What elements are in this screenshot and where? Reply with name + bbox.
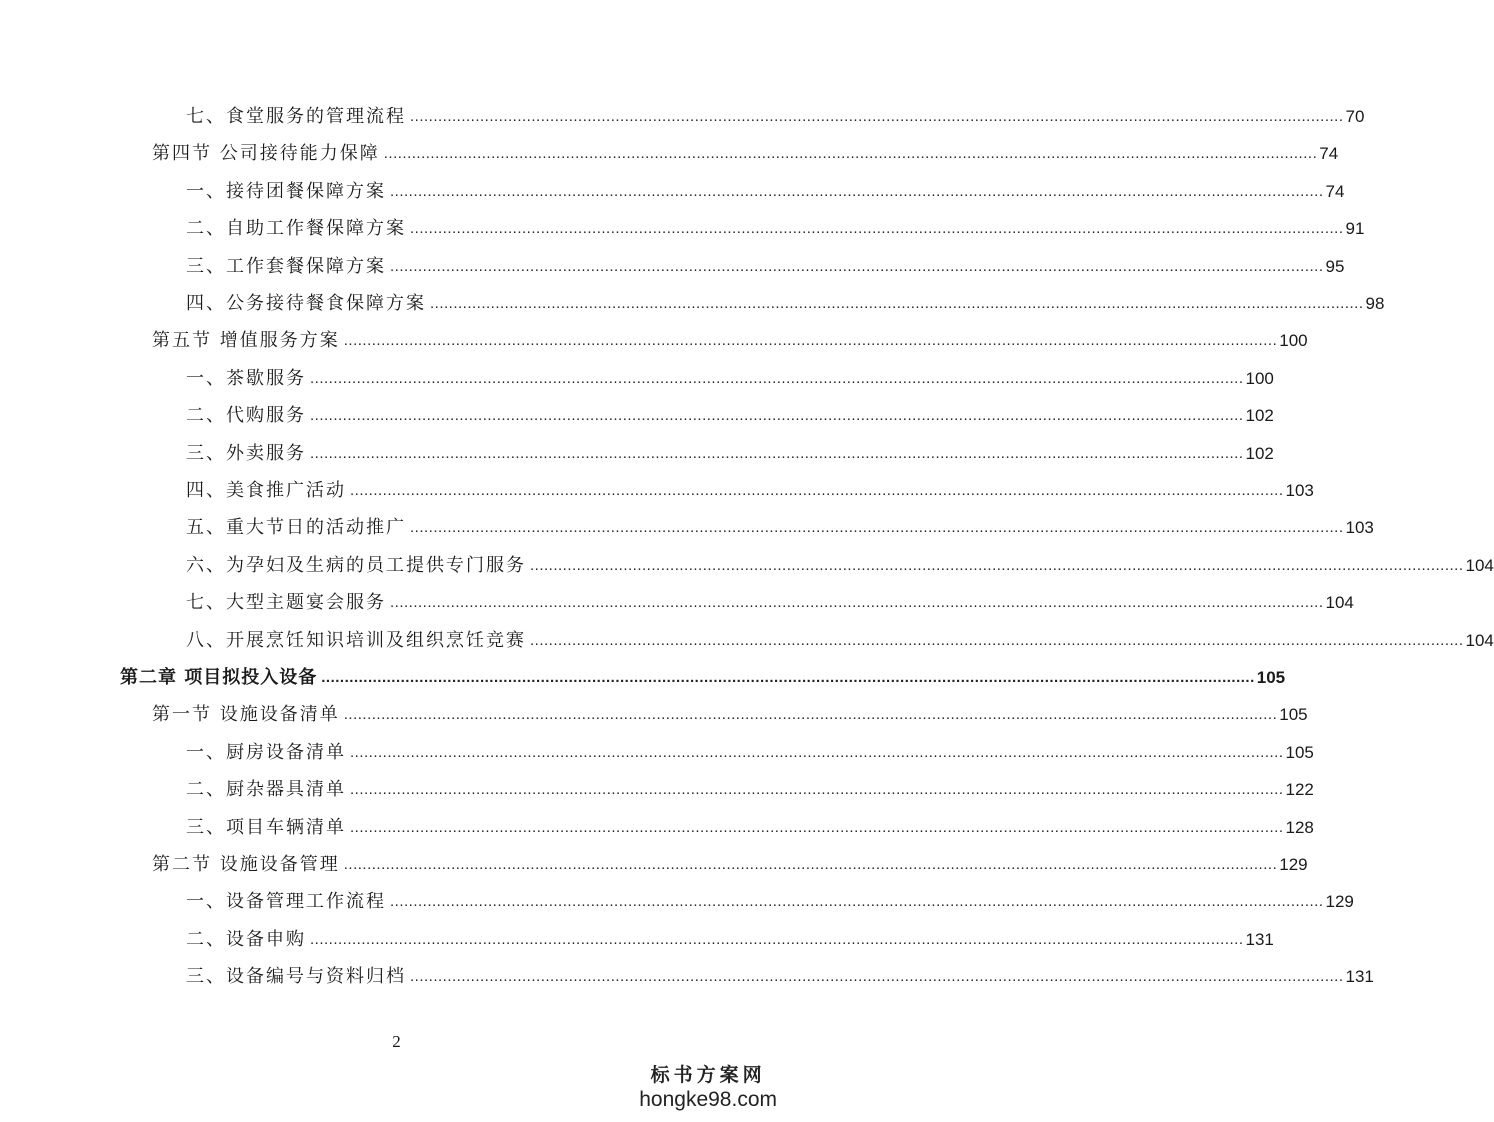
watermark xyxy=(639,1062,777,1112)
toc-entry-page: 70 xyxy=(1345,107,1365,126)
toc-entry-label: 第二节 设施设备管理 xyxy=(152,854,340,875)
toc-entry-page: 129 xyxy=(1279,855,1308,874)
toc-entry-page: 74 xyxy=(1319,144,1339,164)
toc-leader-dots: ........................................................................................................................................................................................................ xyxy=(321,669,1255,686)
toc-entry-label: 三、设备编号与资料归档 xyxy=(186,966,406,988)
toc-entry-page: 91 xyxy=(1345,219,1365,239)
toc-entry-page: 129 xyxy=(1325,892,1354,912)
toc-entry-page: 131 xyxy=(1245,929,1274,949)
toc-leader-dots: ........................................................................................................................................................................................................ xyxy=(530,631,1464,649)
toc-leader-dots: ........................................................................................................................................................................................................ xyxy=(410,519,1344,537)
toc-entry-page: 98 xyxy=(1365,294,1385,313)
toc-entry-label: 第二章 项目拟投入设备 xyxy=(120,667,318,688)
toc-entry[interactable] xyxy=(186,815,1314,841)
toc-leader-dots: ........................................................................................................................................................................................................ xyxy=(410,220,1344,238)
toc-entry[interactable] xyxy=(186,553,1494,579)
toc-entry[interactable] xyxy=(186,964,1374,990)
toc-entry-label: 七、大型主题宴会服务 xyxy=(186,592,386,614)
toc-entry-label: 第五节 增值服务方案 xyxy=(152,330,340,352)
toc-entry-page: 100 xyxy=(1279,331,1308,351)
toc-entry-label: 一、厨房设备清单 xyxy=(186,741,346,763)
toc-leader-dots: ........................................................................................................................................................................................................ xyxy=(343,856,1278,873)
watermark-title: 标书方案网 xyxy=(650,1064,766,1086)
toc-leader-dots: ........................................................................................................................................................................................................ xyxy=(410,968,1344,986)
toc-entry-page: 95 xyxy=(1325,256,1345,276)
toc-entry-label: 二、设备申购 xyxy=(186,928,306,950)
toc-entry-page: 102 xyxy=(1245,443,1274,463)
toc-entry-page: 105 xyxy=(1285,742,1314,762)
toc-entry-label: 七、食堂服务的管理流程 xyxy=(186,106,406,127)
toc-entry-page: 103 xyxy=(1285,481,1314,500)
toc-entry[interactable] xyxy=(120,665,1286,691)
toc-entry[interactable] xyxy=(186,927,1274,953)
watermark-url: hongke98.com xyxy=(639,1088,777,1111)
toc-entry[interactable] xyxy=(152,141,1339,167)
toc-leader-dots: ........................................................................................................................................................................................................ xyxy=(350,743,1284,761)
toc-entry-page: 128 xyxy=(1285,817,1314,837)
toc-entry[interactable] xyxy=(186,441,1274,467)
toc-leader-dots: ........................................................................................................................................................................................................ xyxy=(390,182,1324,200)
toc-leader-dots: ........................................................................................................................................................................................................ xyxy=(430,295,1364,312)
toc-leader-dots: ........................................................................................................................................................................................................ xyxy=(390,893,1324,911)
toc-entry-label: 第四节 公司接待能力保障 xyxy=(152,143,380,165)
toc-entry-page: 102 xyxy=(1245,406,1274,426)
page-number: 2 xyxy=(392,1032,401,1051)
toc-entry-page: 104 xyxy=(1465,555,1494,575)
toc-leader-dots: ........................................................................................................................................................................................................ xyxy=(390,594,1324,612)
toc-entry-page: 103 xyxy=(1345,518,1374,538)
toc-leader-dots: ........................................................................................................................................................................................................ xyxy=(410,108,1344,125)
toc-entry-label: 三、项目车辆清单 xyxy=(186,816,346,838)
toc-entry[interactable] xyxy=(186,515,1374,541)
toc-entry[interactable] xyxy=(186,889,1354,915)
toc-entry-label: 二、厨杂器具清单 xyxy=(186,779,346,801)
toc-entry-page: 122 xyxy=(1285,780,1314,800)
toc-entry-label: 四、公务接待餐食保障方案 xyxy=(186,293,426,314)
toc-leader-dots: ........................................................................................................................................................................................................ xyxy=(310,444,1244,462)
toc-entry[interactable] xyxy=(186,740,1314,766)
toc-entry[interactable] xyxy=(186,777,1314,803)
toc-entry-label: 八、开展烹饪知识培训及组织烹饪竞赛 xyxy=(186,629,526,651)
toc-entry[interactable] xyxy=(152,328,1308,354)
toc-entry-page: 74 xyxy=(1325,181,1345,201)
toc-entry[interactable] xyxy=(186,590,1354,616)
toc-leader-dots: ........................................................................................................................................................................................................ xyxy=(390,257,1324,275)
toc-entry[interactable] xyxy=(186,254,1345,280)
toc-entry-label: 六、为孕妇及生病的员工提供专门服务 xyxy=(186,554,526,576)
toc-entry-page: 104 xyxy=(1465,630,1494,650)
toc-leader-dots: ........................................................................................................................................................................................................ xyxy=(310,407,1244,425)
toc-entry[interactable] xyxy=(186,216,1365,242)
toc-entry[interactable] xyxy=(186,366,1274,392)
toc-entry[interactable] xyxy=(186,478,1314,504)
toc-entry[interactable] xyxy=(186,291,1385,317)
toc-entry[interactable] xyxy=(152,702,1308,728)
toc-leader-dots: ........................................................................................................................................................................................................ xyxy=(350,781,1284,799)
toc-leader-dots: ........................................................................................................................................................................................................ xyxy=(530,556,1464,574)
toc-entry[interactable] xyxy=(186,628,1494,654)
toc-entry[interactable] xyxy=(152,852,1308,878)
toc-entry-label: 五、重大节日的活动推广 xyxy=(186,517,406,539)
toc-entry[interactable] xyxy=(186,179,1345,205)
toc-leader-dots: ........................................................................................................................................................................................................ xyxy=(310,930,1244,948)
toc-leader-dots: ........................................................................................................................................................................................................ xyxy=(383,145,1318,163)
toc-leader-dots: ........................................................................................................................................................................................................ xyxy=(350,818,1284,836)
toc-entry[interactable] xyxy=(186,104,1365,130)
toc-entry-label: 三、外卖服务 xyxy=(186,442,306,464)
toc-leader-dots: ........................................................................................................................................................................................................ xyxy=(350,482,1284,499)
toc-entry-page: 100 xyxy=(1245,368,1274,388)
toc-entry-page: 105 xyxy=(1256,668,1286,687)
toc-leader-dots: ........................................................................................................................................................................................................ xyxy=(343,332,1278,350)
toc-entry-label: 四、美食推广活动 xyxy=(186,480,346,501)
toc-leader-dots: ........................................................................................................................................................................................................ xyxy=(343,706,1278,724)
toc-entry-label: 二、代购服务 xyxy=(186,405,306,427)
toc-entry[interactable] xyxy=(186,403,1274,429)
toc-entry-label: 第一节 设施设备清单 xyxy=(152,704,340,726)
toc-leader-dots: ........................................................................................................................................................................................................ xyxy=(310,369,1244,387)
toc-entry-page: 105 xyxy=(1279,705,1308,725)
toc-entry-label: 二、自助工作餐保障方案 xyxy=(186,218,406,240)
toc-entry-label: 三、工作套餐保障方案 xyxy=(186,255,386,277)
toc-entry-label: 一、茶歇服务 xyxy=(186,367,306,389)
toc-entry-label: 一、接待团餐保障方案 xyxy=(186,180,386,202)
toc-entry-page: 131 xyxy=(1345,967,1374,987)
toc-entry-page: 104 xyxy=(1325,593,1354,613)
toc-entry-label: 一、设备管理工作流程 xyxy=(186,891,386,913)
